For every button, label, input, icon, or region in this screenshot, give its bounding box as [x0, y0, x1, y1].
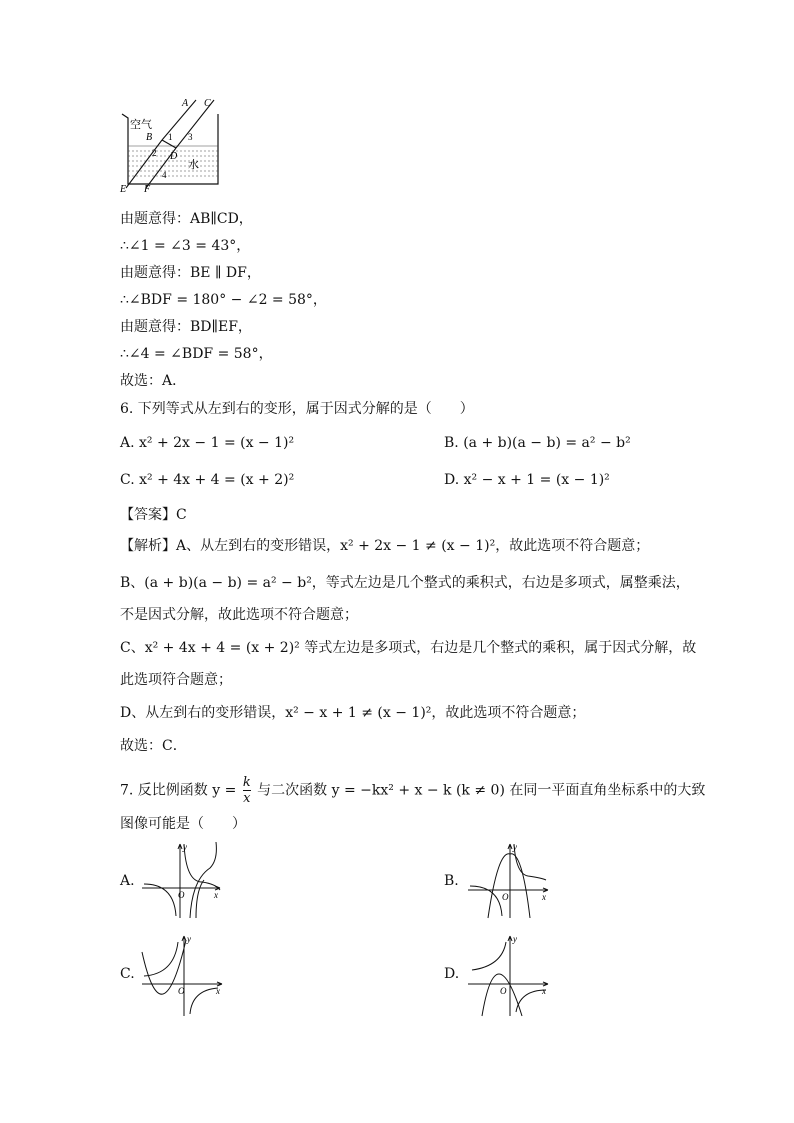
- graph-B: [466, 840, 556, 920]
- origin-label: O: [178, 890, 185, 900]
- origin-label: O: [502, 892, 509, 902]
- label-4: 4: [162, 170, 167, 180]
- graph-option-C-label: C.: [120, 966, 135, 982]
- solution-line: 由题意得：BE ∥ DF，: [120, 265, 261, 281]
- analysis-line: B、(a + b)(a − b) = a² − b²，等式左边是几个整式的乘积式，右边是多项式，属整乘法，: [120, 575, 690, 591]
- label-F: F: [144, 184, 151, 195]
- question-7-stem-line2: 图像可能是（ ）: [120, 816, 246, 832]
- fraction-numerator: k: [242, 775, 251, 790]
- analysis-line: 不是因式分解，故此选项不符合题意；: [120, 607, 358, 623]
- axis-y-label: y: [183, 842, 187, 852]
- analysis-line: C、x² + 4x + 4 = (x + 2)² 等式左边是多项式，右边是几个整式的乘积，属于因式分解，故: [120, 640, 697, 656]
- solution-line: 由题意得：AB∥CD，: [120, 211, 253, 227]
- answer: 【答案】C: [120, 507, 187, 523]
- label-C: C: [204, 98, 211, 109]
- label-D: D: [170, 151, 178, 162]
- stem-prefix: 7. 反比例函数 y =: [120, 782, 237, 799]
- axis-y-label: y: [187, 934, 191, 944]
- analysis-line: 故选：C．: [120, 738, 187, 754]
- option-B: B. (a + b)(a − b) = a² − b²: [444, 435, 631, 451]
- solution-line: ∴∠4 = ∠BDF = 58°，: [120, 346, 273, 362]
- solution-line: ∴∠BDF = 180° − ∠2 = 58°，: [120, 292, 327, 308]
- label-B: B: [146, 132, 153, 143]
- axis-x-label: x: [542, 986, 546, 996]
- label-water: 水: [188, 159, 199, 171]
- label-3: 3: [188, 132, 193, 142]
- graph-option-A-label: A.: [120, 873, 135, 889]
- solution-line: ∴∠1 = ∠3 = 43°，: [120, 238, 251, 254]
- axis-x-label: x: [542, 892, 546, 902]
- origin-label: O: [500, 986, 507, 996]
- fraction-denominator: x: [243, 791, 251, 806]
- label-air: 空气: [130, 119, 152, 131]
- solution-line: 故选：A．: [120, 373, 187, 389]
- option-D: D. x² − x + 1 = (x − 1)²: [444, 472, 610, 488]
- figure-labels: [119, 98, 211, 195]
- label-2: 2: [152, 148, 157, 158]
- graph-D: [466, 932, 556, 1017]
- analysis-line: 【解析】A、从左到右的变形错误，x² + 2x − 1 ≠ (x − 1)²，故此选项不符合题意；: [120, 538, 650, 554]
- option-A: A. x² + 2x − 1 = (x − 1)²: [120, 435, 295, 451]
- question-6-stem: 6. 下列等式从左到右的变形，属于因式分解的是（ ）: [120, 401, 474, 417]
- refraction-figure: [118, 96, 238, 196]
- axis-y-label: y: [513, 842, 517, 852]
- graph-A: [140, 840, 230, 920]
- axis-x-label: x: [214, 890, 218, 900]
- graph-option-B-label: B.: [444, 873, 459, 889]
- axis-x-label: x: [216, 986, 220, 996]
- analysis-line: 此选项符合题意；: [120, 672, 232, 688]
- origin-label: O: [178, 986, 185, 996]
- axis-y-label: y: [513, 934, 517, 944]
- label-1: 1: [168, 132, 173, 142]
- label-A: A: [182, 98, 189, 109]
- solution-line: 由题意得：BD∥EF，: [120, 319, 252, 335]
- analysis-line: D、从左到右的变形错误，x² − x + 1 ≠ (x − 1)²，故此选项不符合题意；: [120, 705, 586, 721]
- stem-suffix: 与二次函数 y = −kx² + x − k (k ≠ 0) 在同一平面直角坐标系中的大致: [257, 782, 706, 799]
- question-7-stem: [120, 775, 705, 806]
- label-E: E: [120, 184, 127, 195]
- option-C: C. x² + 4x + 4 = (x + 2)²: [120, 472, 295, 488]
- fraction: [243, 775, 251, 806]
- graph-option-D-label: D.: [444, 966, 460, 982]
- graph-C: [140, 932, 230, 1017]
